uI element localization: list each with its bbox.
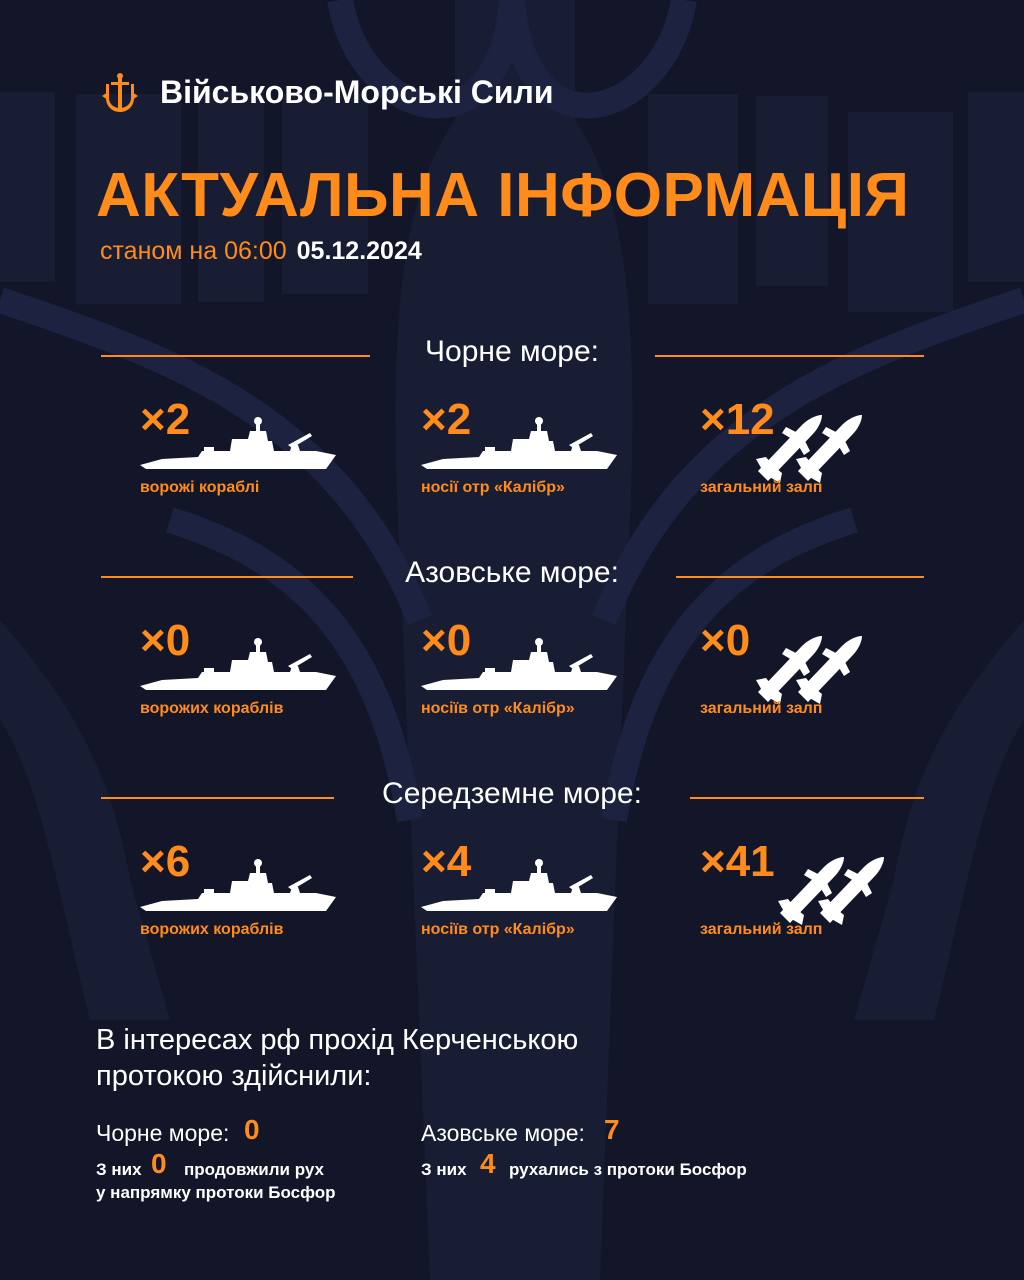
navy-anchor-trident-icon (100, 72, 140, 116)
section-mediterranean-sea (0, 777, 1024, 997)
stat-caption: загальний залп (700, 479, 823, 496)
transit-heading (96, 1022, 578, 1094)
stat-enemy-ships (140, 797, 380, 957)
section-title: Середземне море: (382, 777, 642, 810)
transit-azov-sea-note-line1: рухались з протоки Босфор (509, 1160, 747, 1179)
stat-caption: загальний залп (700, 700, 823, 717)
as-of-line (100, 237, 422, 266)
missiles-icon (756, 620, 874, 704)
stat-count: ×2 (140, 395, 191, 444)
stat-total-salvo (700, 576, 940, 736)
transit-azov-sea-value: 7 (604, 1114, 620, 1145)
transit-azov-sea-note-value: 4 (480, 1148, 496, 1179)
stat-total-salvo (700, 355, 940, 515)
stat-caption: носії отр «Калібр» (421, 479, 565, 496)
transit-black-sea-note-line2: у напрямку протоки Босфор (96, 1183, 336, 1202)
report-date: 05.12.2024 (296, 237, 422, 265)
stat-caption: загальний залп (700, 921, 823, 938)
stat-enemy-ships (140, 576, 380, 736)
stat-kalibr-carriers (421, 576, 661, 736)
section-title: Азовське море: (405, 556, 619, 589)
stat-count: ×12 (700, 395, 775, 444)
stat-caption: носіїв отр «Калібр» (421, 700, 575, 717)
transit-black-sea-value: 0 (244, 1114, 260, 1145)
stat-total-salvo (700, 797, 940, 957)
as-of-label: станом на 06:00 (100, 237, 287, 265)
page-title: АКТУАЛЬНА ІНФОРМАЦІЯ (96, 161, 910, 230)
stat-kalibr-carriers (421, 797, 661, 957)
stat-count: ×0 (140, 616, 191, 665)
transit-azov-sea-label: Азовське море: (421, 1120, 585, 1146)
transit-black-sea-note-line1: продовжили рух (184, 1160, 324, 1179)
organization-name: Військово-Морські Сили (160, 74, 554, 110)
section-title: Чорне море: (425, 335, 599, 368)
stat-count: ×0 (421, 616, 472, 665)
transit-black-sea-note-prefix: З них (96, 1160, 142, 1179)
stat-caption: носіїв отр «Калібр» (421, 921, 575, 938)
stat-kalibr-carriers (421, 355, 661, 515)
stat-count: ×6 (140, 837, 191, 886)
stat-count: ×2 (421, 395, 472, 444)
stat-enemy-ships (140, 355, 380, 515)
stat-count: ×4 (421, 837, 472, 886)
section-black-sea (0, 335, 1024, 555)
transit-heading-line2: протокою здійснили: (96, 1060, 372, 1092)
section-azov-sea (0, 556, 1024, 776)
stat-caption: ворожих кораблів (140, 700, 284, 717)
transit-azov-sea-note-prefix: З них (421, 1160, 467, 1179)
transit-black-sea-note-value: 0 (151, 1148, 167, 1179)
stat-count: ×41 (700, 837, 775, 886)
missiles-icon (778, 841, 896, 925)
transit-heading-line1: В інтересах рф прохід Керченською (96, 1024, 579, 1056)
stat-caption: ворожих кораблів (140, 921, 284, 938)
stat-caption: ворожі кораблі (140, 479, 260, 496)
stat-count: ×0 (700, 616, 751, 665)
transit-black-sea-label: Чорне море: (96, 1120, 230, 1146)
